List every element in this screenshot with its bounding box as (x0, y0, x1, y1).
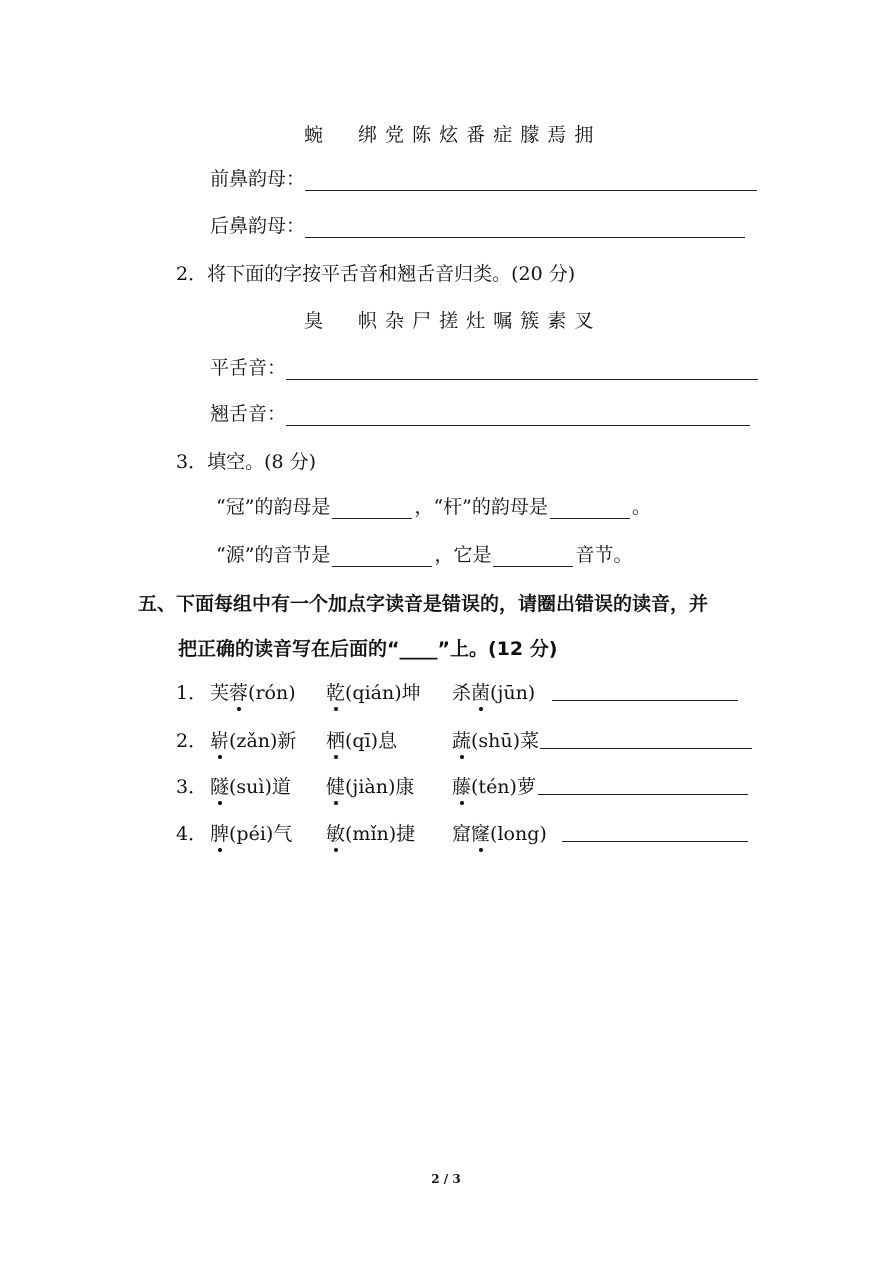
word-1: 崭(zǎn)新 (210, 730, 297, 752)
word-2: 栖(qī)息 (326, 730, 398, 752)
fill-1c: 。 (631, 496, 651, 518)
fill-1b: ，“杆”的韵母是 (414, 496, 548, 518)
flat-tongue-answer-line[interactable] (286, 357, 758, 380)
fill-1a: “冠”的韵母是 (216, 496, 331, 518)
dotted-char[interactable]: 藤 (452, 776, 472, 798)
dotted-char[interactable]: 栖 (326, 730, 346, 752)
row-number: 2． (176, 730, 208, 752)
word-3: 窟窿(long) (452, 823, 547, 845)
dotted-char[interactable]: 崭 (210, 730, 230, 752)
question-3-title: 3．填空。(8 分) (176, 451, 317, 473)
row-number: 1． (176, 682, 208, 704)
dotted-char[interactable]: 乾 (326, 682, 346, 704)
char-first: 蜿 (304, 124, 325, 146)
dotted-char[interactable]: 菌 (471, 682, 491, 704)
word-3: 藤(tén)萝 (452, 776, 536, 798)
dotted-char[interactable]: 隧 (210, 776, 230, 798)
char-rest: 绑 党 陈 炫 番 症 朦 焉 拥 (358, 124, 595, 146)
char-list-nasal (304, 120, 594, 147)
retroflex-label: 翘舌音： (210, 403, 287, 425)
fill-2c: 音节。 (575, 544, 633, 566)
dotted-char[interactable]: 蔬 (452, 730, 472, 752)
word-1: 隧(suì)道 (210, 776, 291, 798)
section-5-title-line2: 把正确的读音写在后面的“____”上。(12 分) (178, 638, 558, 660)
char-rest: 帜 杂 尸 搓 灶 嘱 簇 素 叉 (358, 310, 595, 332)
answer-line-2[interactable] (540, 726, 752, 749)
flat-tongue-label: 平舌音： (210, 357, 287, 379)
back-nasal-answer-line[interactable] (305, 215, 745, 238)
row-number: 3． (176, 776, 208, 798)
word-2: 健(jiàn)康 (326, 776, 415, 798)
char-list-tongue (304, 306, 594, 333)
flat-tongue-row (210, 352, 758, 380)
blank-syllable-type[interactable] (493, 546, 573, 567)
blank-yuan-syllable[interactable] (332, 546, 432, 567)
char-first: 臭 (304, 310, 325, 332)
front-nasal-label: 前鼻韵母： (210, 168, 306, 190)
fill-line-1 (216, 491, 651, 519)
word-1: 脾(péi)气 (210, 823, 293, 845)
fill-line-2 (216, 539, 632, 567)
dotted-char[interactable]: 敏 (326, 823, 346, 845)
word-2: 乾(qián)坤 (326, 682, 421, 704)
retroflex-row (210, 398, 758, 426)
word-2: 敏(mǐn)捷 (326, 823, 416, 845)
dotted-char[interactable]: 脾 (210, 823, 230, 845)
question-2-title: 2．将下面的字按平舌音和翘舌音归类。(20 分) (176, 263, 576, 285)
dotted-char[interactable]: 蓉 (229, 682, 249, 704)
row-number: 4． (176, 823, 208, 845)
word-1: 芙蓉(rón) (210, 682, 296, 704)
fill-2a: “源”的音节是 (216, 544, 331, 566)
answer-line-1[interactable] (552, 678, 738, 701)
dotted-char[interactable]: 窿 (471, 823, 491, 845)
back-nasal-row (210, 210, 758, 238)
answer-line-4[interactable] (562, 819, 748, 842)
answer-line-3[interactable] (538, 772, 748, 795)
blank-gan-final[interactable] (550, 498, 630, 519)
fill-2b: ，它是 (434, 544, 492, 566)
section-5-title-line1: 五、下面每组中有一个加点字读音是错误的，请圈出错误的读音，并 (138, 593, 709, 615)
back-nasal-label: 后鼻韵母： (210, 215, 306, 237)
word-3: 杀菌(jūn) (452, 682, 536, 704)
page-number: 2 / 3 (431, 1172, 461, 1186)
front-nasal-row (210, 163, 758, 191)
blank-guan-final[interactable] (332, 498, 412, 519)
dotted-char[interactable]: 健 (326, 776, 346, 798)
retroflex-answer-line[interactable] (286, 403, 750, 426)
front-nasal-answer-line[interactable] (305, 168, 757, 191)
word-3: 蔬(shū)菜 (452, 730, 540, 752)
